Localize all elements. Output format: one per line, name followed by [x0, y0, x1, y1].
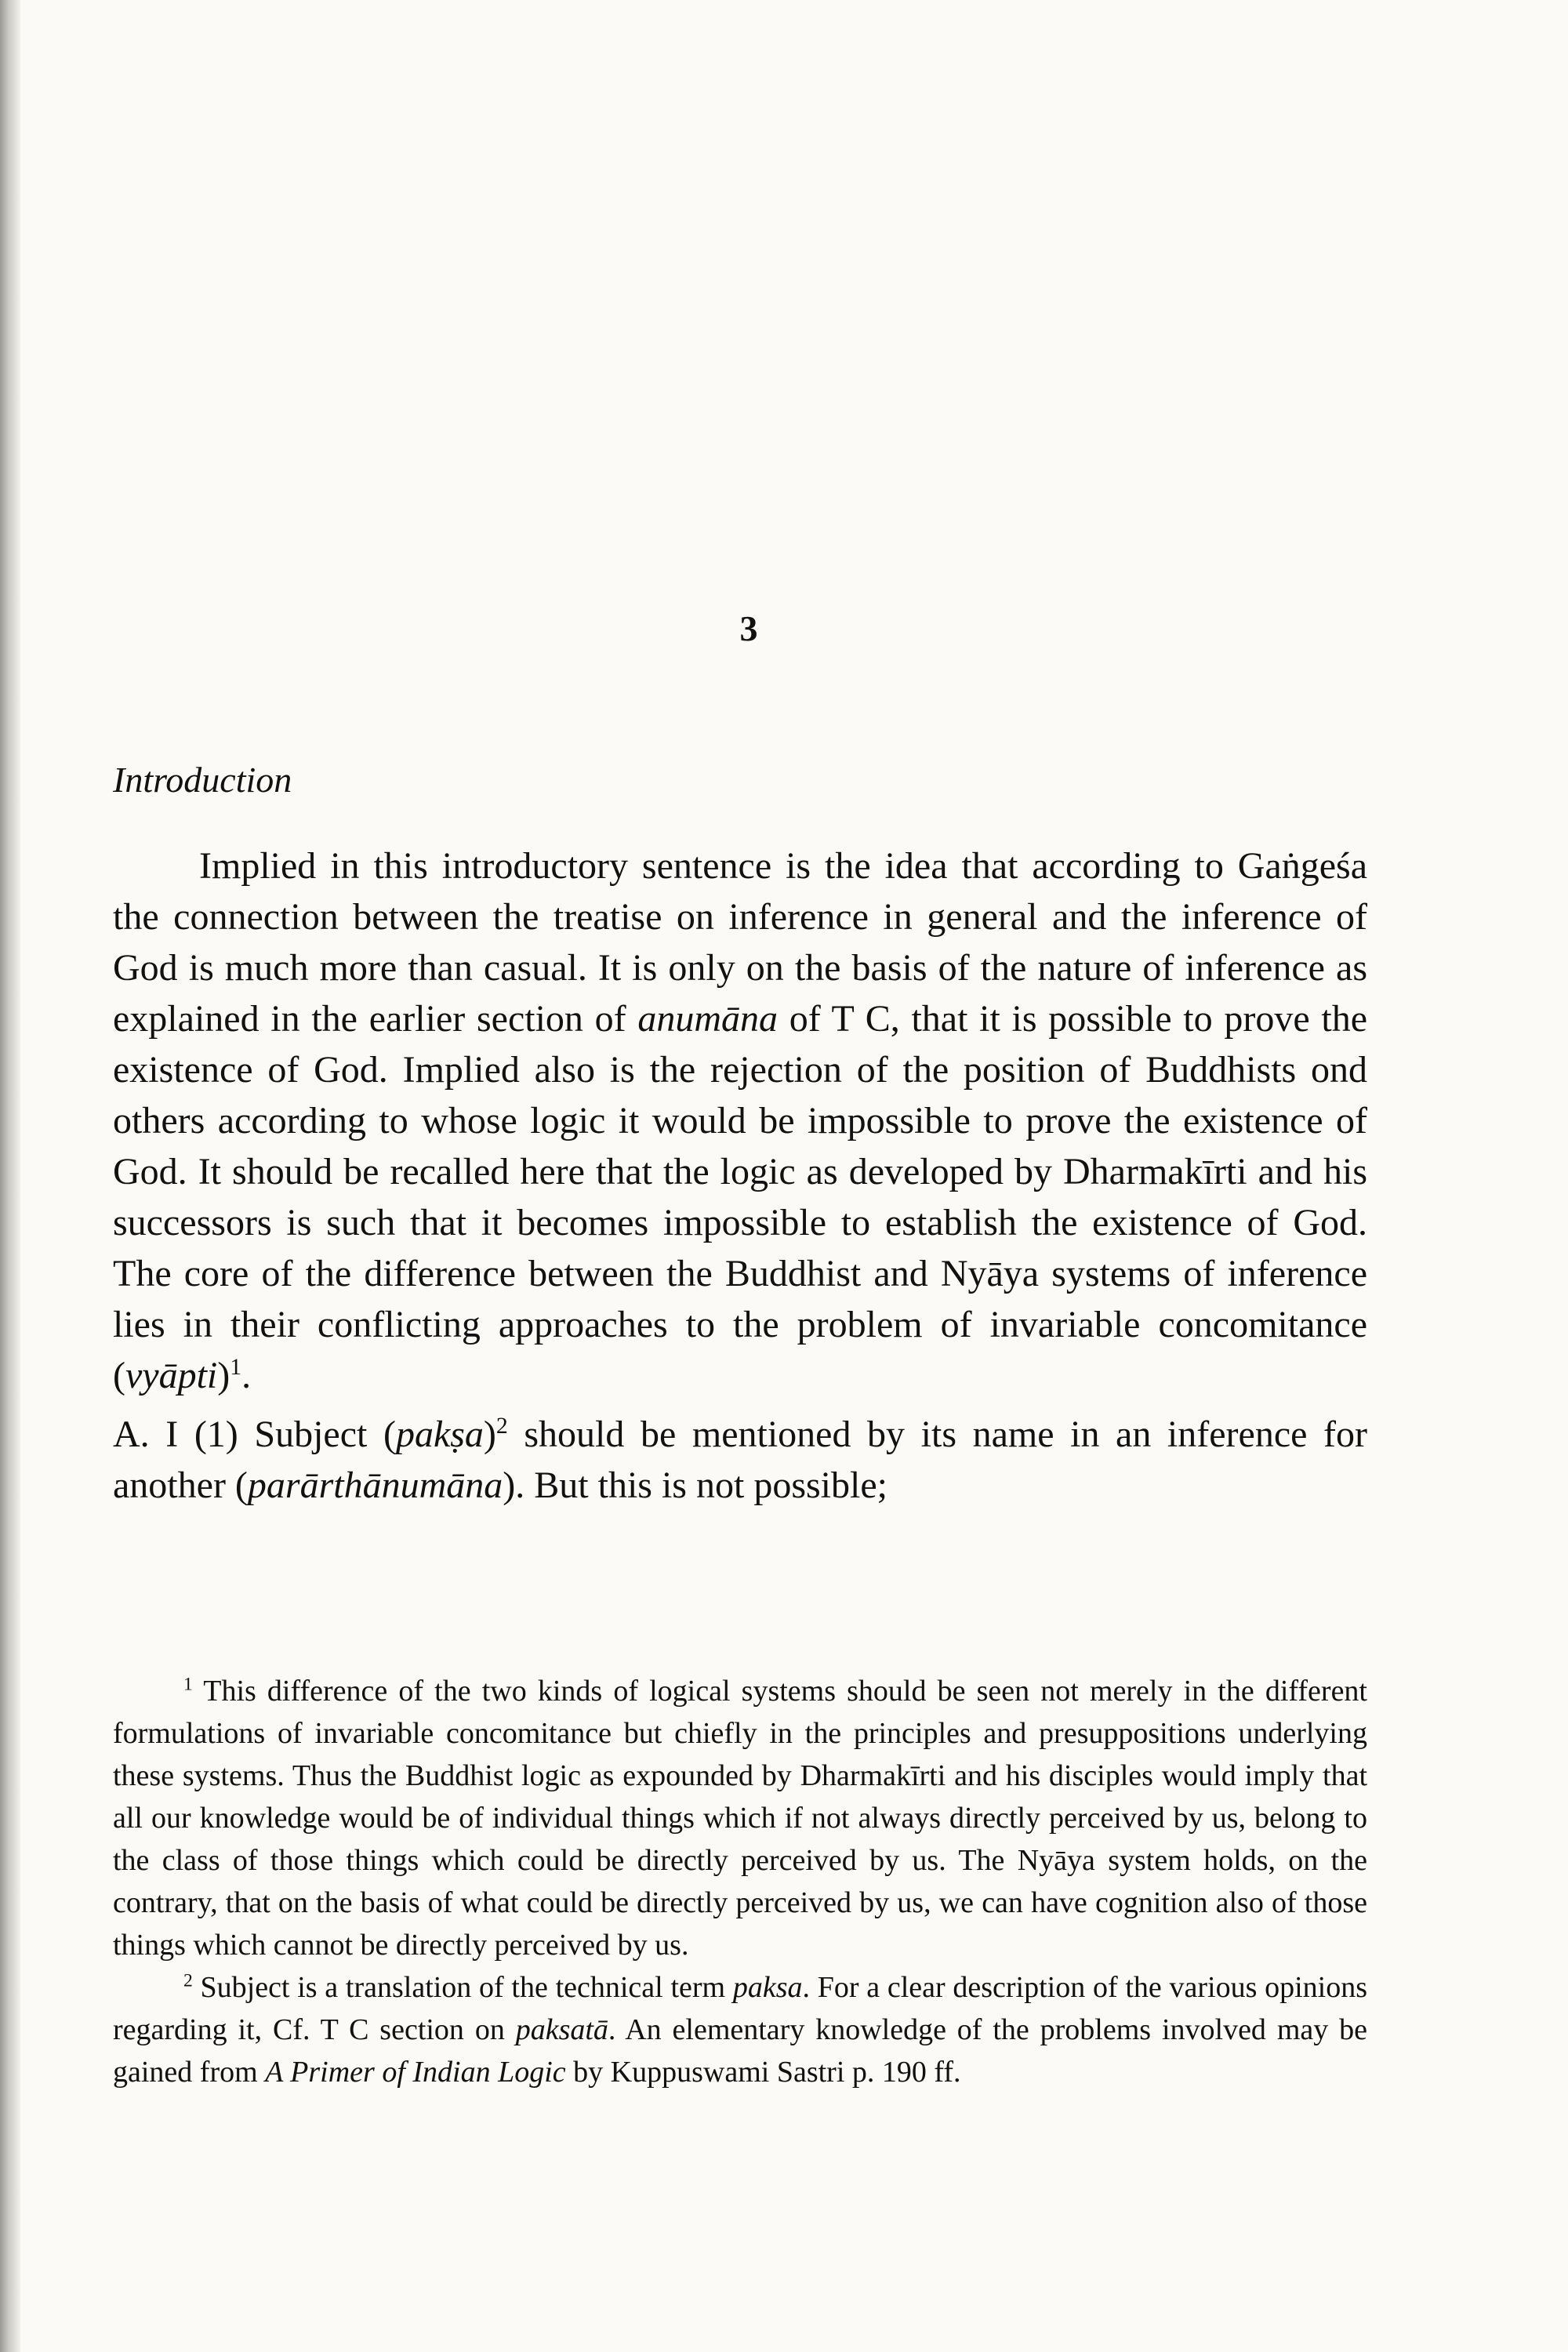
footnotes [113, 1670, 1367, 2093]
a1-text-1: Subject ( [238, 1414, 396, 1455]
footnote-ref-1[interactable]: 1 [230, 1354, 242, 1380]
a1-text-2: ) [483, 1414, 496, 1455]
intro-text-3: ) [217, 1355, 230, 1396]
section-heading: Introduction [113, 760, 292, 800]
term-paksa: pakṣa [395, 1414, 484, 1455]
footnote-2-book-title: A Primer of Indian Logic [265, 2056, 566, 2089]
term-vyapti: vyāpti [125, 1355, 218, 1396]
intro-text-end: . [241, 1355, 252, 1396]
footnote-2-text-3: . An elementary knowledge of the problems involved may be gained from [113, 2013, 1367, 2089]
main-body [113, 840, 1367, 1511]
footnote-2-term-paksata: paksatā [515, 2013, 608, 2046]
footnote-1 [113, 1670, 1367, 1966]
a1-text-3: should be mentioned by its name in an inference for another ( [113, 1414, 1367, 1506]
footnote-2-text-2: . For a clear description of the various opinions regarding it, Cf. T C section on [113, 1971, 1367, 2046]
intro-paragraph [113, 840, 1367, 1401]
section-a1-paragraph [113, 1409, 1367, 1511]
term-pararthanumana: parārthānumāna [247, 1465, 503, 1506]
intro-text-2: of T C, that it is possible to prove the existence of God. Implied also is the rejection of the position of Buddhists ond others according to whose logic it would be impossible to prove the existence of God. It should be recalled here that the logic as developed by Dharmakīrti and his successors is such that it becomes impossible to establish the existence of God. The core of the difference between the Buddhist and Nyāya systems of inference lies in their conflicting approaches to the problem of invariable concomitance ( [113, 998, 1367, 1396]
footnote-2 [113, 1966, 1367, 2093]
footnote-2-term-paksa: paksa [732, 1971, 803, 2004]
scan-edge-shadow [0, 0, 20, 2352]
a1-text-4: ). But this is not possible; [503, 1465, 887, 1506]
footnote-1-marker: 1 [183, 1674, 193, 1695]
footnote-ref-2[interactable]: 2 [495, 1413, 508, 1439]
term-anumana: anumāna [637, 998, 779, 1040]
footnote-1-text: This difference of the two kinds of logical systems should be seen not merely in the different formulations of invariable concomitance but chiefly in the principles and presuppositions underlying these systems. Thus the Buddhist logic as expounded by Dharmakīrti and his disciples would imply that all our knowledge would be of individual things which if not always directly perceived by us, belong to the class of those things which could be directly perceived by us. The Nyāya system holds, on the contrary, that on the basis of what could be directly perceived by us, we can have cognition also of those things which cannot be directly perceived by us. [113, 1675, 1367, 1962]
footnote-2-text-1: Subject is a translation of the technical term [192, 1971, 733, 2004]
footnote-2-marker: 2 [183, 1970, 193, 1991]
section-a1-label: A. I (1) [113, 1414, 238, 1455]
page-number: 3 [739, 608, 758, 648]
intro-text-1: Implied in this introductory sentence is the idea that according to Gaṅgeśa the connection between the treatise on inference in general and the inference of God is much more than casual. It is only on the basis of the nature of inference as explained in the earlier section of [113, 845, 1367, 1040]
footnote-2-text-4: by Kuppuswami Sastri p. 190 ff. [565, 2056, 961, 2089]
